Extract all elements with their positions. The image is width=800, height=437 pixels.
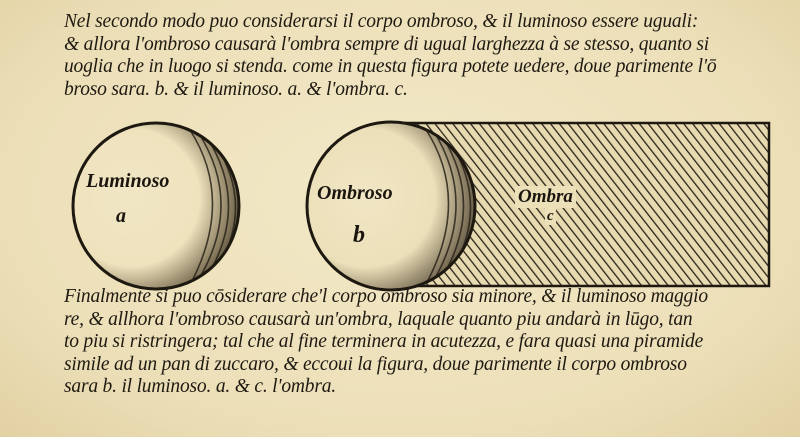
luminoso-letter: a [116, 205, 126, 227]
ombroso-label: Ombroso [317, 182, 393, 204]
ombroso-letter: b [353, 222, 365, 248]
text-line: Nel secondo modo puo considerarsi il corpo ombroso, & il luminoso essere uguali: [64, 11, 699, 32]
ombra-label: Ombra [515, 186, 576, 208]
luminoso-label: Luminoso [86, 170, 170, 192]
ombra-letter: c [547, 208, 554, 224]
paragraph-bottom [64, 286, 784, 399]
text-line: sara b. il luminoso. a. & c. l'ombra. [64, 376, 336, 397]
text-line: broso sara. b. & il luminoso. a. & l'ombra. c. [64, 78, 408, 100]
text-line: to piu si ristringera; tal che al fine terminera in acutezza, e fara quasi una piramide [64, 331, 704, 352]
text-line: re, & allhora l'ombroso causarà un'ombra, laquale quanto piu andarà in lūgo, tan [64, 308, 693, 330]
text-line: uoglia che in luogo si stenda. come in questa figura potete uedere, doue parimente l'ō [64, 56, 717, 77]
luminous-body-circle [73, 123, 246, 289]
text-line: simile ad un pan di zuccaro, & eccoui la figura, doue parimente il corpo ombroso [64, 353, 687, 375]
text-line: & allora l'ombroso causarà l'ombra sempre di ugual larghezza à se stesso, quanto si [64, 33, 710, 55]
text-line: Finalmente si puo cōsiderare che'l corpo ombroso sia minore, & il luminoso maggio [64, 286, 708, 307]
